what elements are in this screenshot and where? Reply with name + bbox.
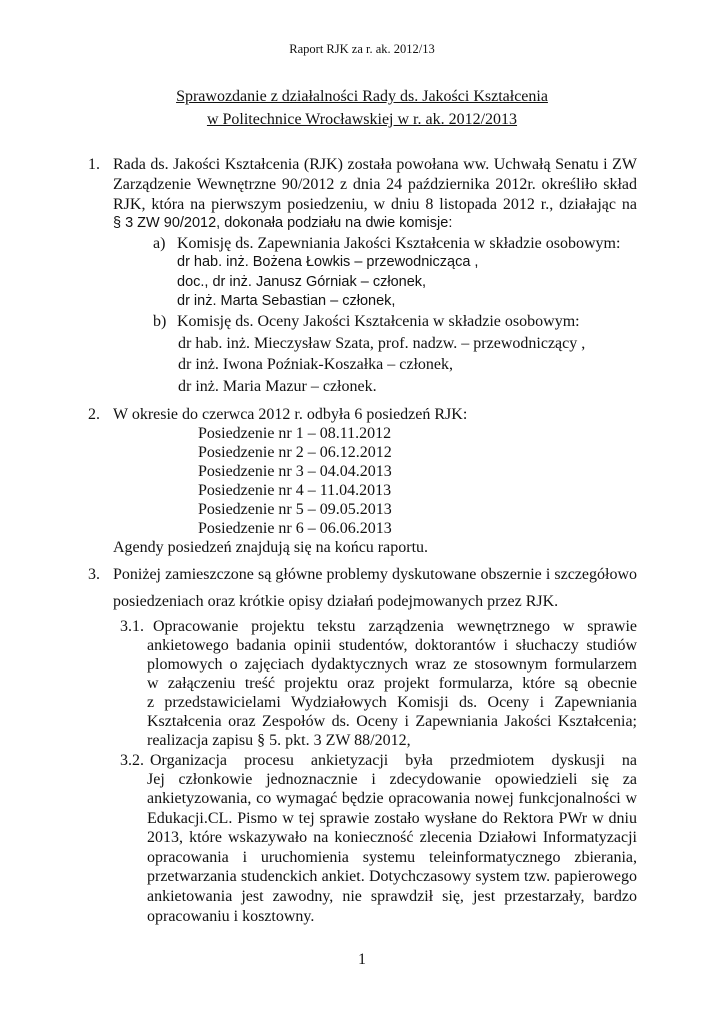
paragraph-line: opracowaniu i kosztowny. (147, 908, 315, 925)
list-number: 1. (88, 156, 100, 173)
meeting-item: Posiedzenie nr 3 – 04.04.2013 (198, 463, 392, 480)
document-title-line: w Politechnice Wrocławskiej w r. ak. 2012/2013 (206, 111, 518, 128)
paragraph-line: W okresie do czerwca 2012 r. odbyła 6 posiedzeń RJK: (113, 406, 468, 423)
member-line: doc., dr inż. Janusz Górniak – członek, (177, 274, 427, 290)
meeting-item: Posiedzenie nr 2 – 06.12.2012 (198, 444, 392, 461)
paragraph-line: przetwarzania studenckich ankiet. Dotychczasowy system tzw. papierowego (147, 868, 637, 885)
list-number: 2. (88, 406, 100, 423)
sublist-text: Komisję ds. Oceny Jakości Kształcenia w składzie osobowym: (177, 313, 580, 330)
paragraph-line: plomowych o zajęciach dydaktycznych wraz ze stosownym formularzem (147, 656, 637, 673)
member-line: dr inż. Maria Mazur – członek. (178, 378, 377, 395)
meeting-item: Posiedzenie nr 5 – 09.05.2013 (198, 501, 392, 518)
paragraph-line: realizacja zapisu § 5. pkt. 3 ZW 88/2012, (147, 732, 411, 749)
paragraph-line: Rada ds. Jakości Kształcenia (RJK) została powołana ww. Uchwałą Senatu i ZW (113, 156, 637, 173)
sublist-label: b) (153, 313, 167, 330)
paragraph-line: ankietowania jest zawodny, nie sprawdził się, jest przestarzały, bardzo (147, 888, 637, 905)
member-line: dr inż. Marta Sebastian – członek, (177, 293, 396, 309)
paragraph-line: 2013, które wskazywało na konieczność zlecenia Działowi Informatyzacji (147, 829, 637, 846)
paragraph-line: Edukacji.CL. Pismo w tej sprawie zostało wysłane do Rektora PWr w dniu (147, 810, 637, 827)
paragraph-line: ankietyzowania, co wymagać będzie opracowania nowej funkcjonalności w (147, 790, 637, 807)
paragraph-line: Jej członkowie jednoznacznie i zdecydowanie opowiedzieli się za (147, 771, 637, 788)
sublist-text: Komisję ds. Zapewniania Jakości Kształcenia w składzie osobowym: (177, 235, 621, 252)
paragraph-line: Opracowanie projektu tekstu zarządzenia wewnętrznego w sprawie (153, 618, 637, 635)
meeting-item: Posiedzenie nr 1 – 08.11.2012 (198, 425, 392, 442)
sublist-label: a) (153, 235, 166, 252)
paragraph-line: RJK, która na pierwszym posiedzeniu, w dniu 8 listopada 2012 r., działając na (113, 196, 637, 213)
paragraph-line: Zarządzenie Wewnętrzne 90/2012 z dnia 24 października 2012r. określiło skład (113, 176, 637, 193)
paragraph-line: Kształcenia oraz Zespołów ds. Oceny i Zapewniania Jakości Kształcenia; (147, 713, 637, 730)
paragraph-line: ankietowego badania opinii studentów, doktorantów i słuchaczy studiów (147, 637, 637, 654)
meeting-item: Posiedzenie nr 6 – 06.06.2013 (198, 520, 392, 537)
paragraph-line: opracowania i uruchomienia systemu teleinformatycznego zbierania, (147, 849, 637, 866)
meeting-item: Posiedzenie nr 4 – 11.04.2013 (198, 482, 392, 499)
paragraph-line: w załączeniu treść projektu oraz projekt formularza, które są obecnie (147, 675, 637, 692)
paragraph-line: z przedstawicielami Wydziałowych Komisji ds. Oceny i Zapewniania (147, 694, 637, 711)
sublist-number: 3.2. (120, 752, 144, 769)
member-line: dr inż. Iwona Poźniak-Koszałka – członek, (178, 356, 454, 373)
paragraph-line: § 3 ZW 90/2012, dokonała podziału na dwie komisje: (113, 215, 453, 231)
running-header: Raport RJK za r. ak. 2012/13 (289, 42, 435, 56)
document-title-line: Sprawozdanie z działalności Rady ds. Jakości Kształcenia (176, 88, 548, 105)
paragraph-line: posiedzeniach oraz krótkie opisy działań podejmowanych przez RJK. (113, 593, 559, 610)
list-number: 3. (88, 566, 100, 583)
paragraph-note: Agendy posiedzeń znajdują się na końcu raportu. (113, 539, 429, 556)
page-number: 1 (358, 951, 366, 968)
paragraph-line: Organizacja procesu ankietyzacji była przedmiotem dyskusji na (150, 752, 637, 769)
member-line: dr hab. inż. Mieczysław Szata, prof. nadzw. – przewodniczący , (178, 335, 586, 352)
sublist-number: 3.1. (120, 618, 144, 635)
paragraph-line: Poniżej zamieszczone są główne problemy dyskutowane obszernie i szczegółowo (113, 566, 637, 583)
member-line: dr hab. inż. Bożena Łowkis – przewodnicząca , (177, 254, 479, 270)
